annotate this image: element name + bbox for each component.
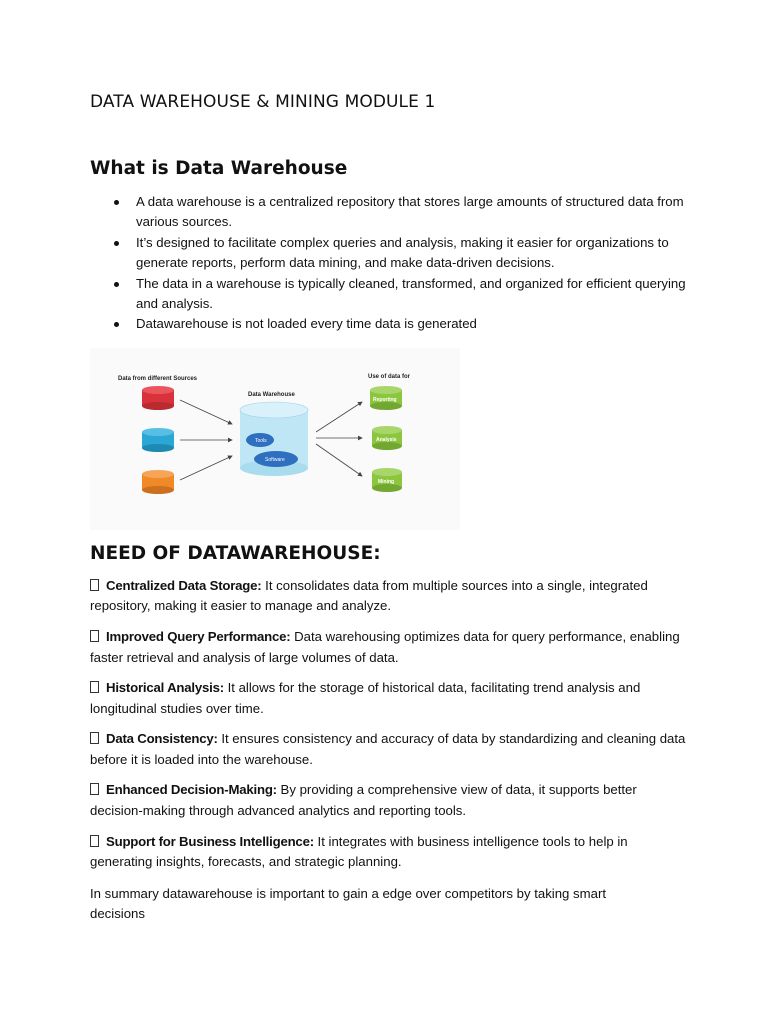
warehouse-cylinder xyxy=(240,402,308,476)
bullet-dot-icon xyxy=(114,241,119,246)
item-term: Improved Query Performance: xyxy=(106,629,291,645)
output-label-analysis: Analysis xyxy=(376,437,397,443)
checkbox-glyph-icon xyxy=(90,630,99,642)
list-item xyxy=(90,678,690,719)
arrow-icon xyxy=(180,400,232,424)
output-label-mining: Mining xyxy=(378,479,395,485)
list-item xyxy=(90,627,690,668)
arrow-icon xyxy=(316,444,362,476)
list-item xyxy=(90,780,690,821)
list-item xyxy=(90,274,690,315)
arrow-icon xyxy=(180,456,232,480)
arrow-icon xyxy=(316,402,362,432)
output-label-reporting: Reporting xyxy=(373,397,397,403)
bullet-dot-icon xyxy=(114,282,119,287)
bullet-text: A data warehouse is a centralized repository that stores large amounts of structured data from various sources. xyxy=(136,194,684,230)
source-cylinder-blue xyxy=(142,428,174,452)
list-item xyxy=(90,233,690,274)
source-cylinder-orange xyxy=(142,470,174,494)
item-term: Data Consistency: xyxy=(106,731,218,747)
sources-label: Data from different Sources xyxy=(118,376,198,382)
item-term: Support for Business Intelligence: xyxy=(106,833,314,849)
bullet-dot-icon xyxy=(114,322,119,327)
need-list xyxy=(90,576,690,883)
bullet-text: It’s designed to facilitate complex queries and analysis, making it easier for organizations to generate reports, perform data mining, and make data-driven decisions. xyxy=(136,234,669,271)
diagram-svg xyxy=(90,348,460,530)
checkbox-glyph-icon xyxy=(90,732,99,744)
section-heading-need: NEED OF DATAWAREHOUSE: xyxy=(90,543,381,564)
bullet-text: The data in a warehouse is typically cleaned, transformed, and organized for efficient querying and analysis. xyxy=(136,275,686,312)
output-cylinder-mining xyxy=(372,468,402,492)
bullet-dot-icon xyxy=(114,200,119,205)
section-heading-what-is: What is Data Warehouse xyxy=(90,158,348,179)
item-term: Enhanced Decision-Making: xyxy=(106,782,277,798)
software-label: Software xyxy=(265,457,285,463)
list-item xyxy=(90,832,690,873)
list-item xyxy=(90,314,690,334)
item-term: Centralized Data Storage: xyxy=(106,578,262,593)
source-cylinder-red xyxy=(142,386,174,410)
item-text: It allows for the storage of historical data, facilitating trend analysis and longitudinal studies over time. xyxy=(90,680,641,716)
item-text: It consolidates data from multiple sources into a single, integrated repository, making it easier to manage and analyze. xyxy=(90,578,648,614)
data-warehouse-diagram xyxy=(90,348,460,530)
tools-label: Tools xyxy=(255,438,267,444)
list-item xyxy=(90,729,690,770)
bullet-list xyxy=(90,192,690,335)
item-text: It integrates with business intelligence tools to help in generating insights, forecasts, and strategic planning. xyxy=(90,833,628,869)
item-text: Data warehousing optimizes data for query performance, enabling faster retrieval and analysis of large volumes of data. xyxy=(90,629,680,665)
item-term: Historical Analysis: xyxy=(106,680,224,696)
item-text: It ensures consistency and accuracy of data by standardizing and cleaning data before it is loaded into the warehouse. xyxy=(90,731,686,767)
checkbox-glyph-icon xyxy=(90,783,99,795)
summary-paragraph: In summary datawarehouse is important to gain a edge over competitors by taking smart decisions xyxy=(90,886,607,922)
warehouse-label: Data Warehouse xyxy=(248,392,295,398)
checkbox-glyph-icon xyxy=(90,835,99,847)
uses-label: Use of data for xyxy=(368,374,411,380)
list-item xyxy=(90,192,690,233)
checkbox-glyph-icon xyxy=(90,681,99,693)
item-text: By providing a comprehensive view of data, it supports better decision-making through advanced analytics and reporting tools. xyxy=(90,782,637,818)
output-cylinder-analysis xyxy=(372,426,402,450)
bullet-text: Datawarehouse is not loaded every time data is generated xyxy=(136,316,477,332)
list-item xyxy=(90,576,690,617)
document-title: DATA WAREHOUSE & MINING MODULE 1 xyxy=(90,92,436,112)
checkbox-glyph-icon xyxy=(90,579,99,591)
output-cylinder-reporting xyxy=(370,386,402,410)
